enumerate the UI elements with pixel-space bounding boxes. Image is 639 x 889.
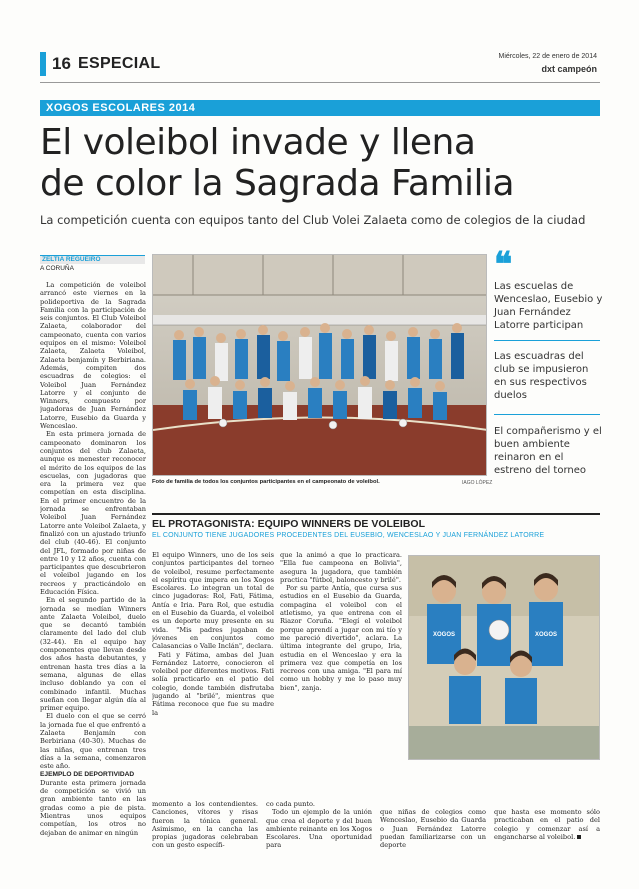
- subheadline: La competición cuenta con equipos tanto del Club Volei Zalaeta como de colegios de la ciudad: [40, 213, 586, 227]
- paragraph: Por su parte Antía, que cursa sus estudios en el Eusebio da Guarda, compagina el voleibol con el atletismo, ya que entrena con el Riazor Coruña. "Elegí el voleibol porque aprendí a jugar con mi tío y me pareció divertido", aclara. La última integrante del grupo, Iria, estudia en el Wenceslao y era la primera vez que competía en los recreos con una amiga. "El para mí como un hobby y me lo paso muy bien", zanja.: [280, 584, 402, 692]
- article-column-1: [40, 281, 146, 837]
- paragraph: [494, 808, 600, 841]
- paragraph: Durante esta primera jornada de competición se vivió un gran ambiente tanto en las gradas como a pie de pista. Mientras unos equipos competían, los otros no dejaban de animar en ningún: [40, 778, 146, 837]
- box-subtitle: EL CONJUNTO TIENE JUGADORES PROCEDENTES DEL EUSEBIO, WENCESLAO Y JUAN FERNÁNDEZ LATORRE: [152, 532, 545, 539]
- end-square-icon: [577, 835, 581, 839]
- page-number: 16: [52, 54, 71, 73]
- svg-text:XOGOS: XOGOS: [535, 632, 558, 638]
- section-subtitle: EJEMPLO DE DEPORTIVIDAD: [40, 770, 135, 778]
- quote-mark-icon: ❝: [494, 245, 513, 285]
- article-column-2-tail: [152, 800, 258, 850]
- headline: [40, 122, 600, 204]
- paragraph: El duelo con el que se cerró la jornada fue el que enfrentó a Zalaeta Benjamín con Berbiriana (40-30). Muchas de las niñas, que entrenan tres días a la semana, comenzaron este año.: [40, 712, 146, 771]
- box-column-1: [152, 551, 274, 765]
- paragraph: que niñas de colegios como Wenceslao, Eusebio da Guarda o Juan Fernández Latorre puedan familiarizarse con un deporte: [380, 808, 486, 850]
- kicker-banner: XOGOS ESCOLARES 2014: [40, 100, 600, 116]
- gym-photo-illustration: [153, 255, 487, 476]
- svg-text:XOGOS: XOGOS: [433, 632, 456, 638]
- paragraph: Todo un ejemplo de la unión que crea el deporte y del buen ambiente reinante en los Xogos Escolares. Una oportunidad para: [266, 808, 372, 850]
- paragraph: que la animó a que lo practicara. "Ella fue campeona en Bolivia", asegura la jugadora, que también practica "fútbol, baloncesto y brilé".: [280, 551, 402, 584]
- paragraph: En el segundo partido de la jornada se medían Winners ante Zalaeta Voleibol, duelo que se decantó también claramente del lado del club (32-44). En el equipo hay componentes que llevan desde dos años hasta debutantes, y entrenan hasta tres días a la semana, algunas de ellas incluso doblando ya con el combinado infantil. Muchas sueñan con llegar algún día al primer equipo.: [40, 596, 146, 713]
- highlight-1: Las escuelas de Wenceslao, Eusebio y Juan Fernández Latorre participan: [494, 281, 603, 331]
- highlight-3: El compañerismo y el buen ambiente reinaron en el estreno del torneo: [494, 426, 602, 476]
- team-group-photo: [152, 254, 487, 476]
- photo-credit: IAGO LÓPEZ: [462, 480, 493, 486]
- winners-team-photo: [408, 555, 600, 760]
- paragraph: El equipo Winners, uno de los seis conjuntos participantes del torneo de voleibol, resume perfectamente el espíritu que impera en los Xogos Escolares. Lo integran un total de cinco jugadoras: Rol, Fati, Fátima, Antía e Iria. Para Rol, que estudia en el Eusebio da Guarda, el voleibol es un deporte muy presente en su vida. "Mis padres jugaban de jóvenes en conjuntos como Calasancias o Valle Inclán", declara.: [152, 551, 274, 651]
- highlight-2: Las escuadras del club se impusieron en sus respectivos duelos: [494, 351, 589, 401]
- section-color-bar: [40, 52, 46, 76]
- paragraph: co cada punto.: [266, 800, 315, 808]
- paragraph: Fati y Fátima, ambas del Juan Fernández Latorre, conocieron el voleibol por diferentes motivos. Fati solía practicarlo en el patio del colegio, donde también disfrutaba jugando al "brilé", mientras que Fátima reconoce que fue su madre la: [152, 650, 274, 717]
- article-column-3-tail: [266, 800, 372, 850]
- article-column-5-tail: [494, 808, 600, 841]
- section-name: ESPECIAL: [78, 55, 161, 72]
- header-rule: [40, 82, 600, 83]
- publication-name: dxt campeón: [541, 64, 597, 74]
- paragraph-text: que hasta ese momento sólo practicaban en el patio del colegio y comenzar así a engancharse al voleibol.: [494, 808, 600, 841]
- byline-author: ZELTIA REGUEIRO: [40, 255, 145, 264]
- headline-line-2: de color la Sagrada Familia: [40, 163, 515, 204]
- paragraph: En esta primera jornada de campeonato dominaron los conjuntos del club Zalaeta, aunque es menester reconocer el mérito de los equipos de las escuelas, con jugadoras que era la primera vez que competían en esta disciplina. En el primer encuentro de la jornada se enfrentaban Voleibol Juan Fernández Latorre ante Voleibol Zalaeta, y finalizó con un ajustado triunfo del club (40-46). El conjunto del JFL, formado por niñas de entre 10 y 12 años, cuenta con participantes que descubrieron el voleibol jugando en los recreos y practicándolo en Educación Física.: [40, 430, 146, 596]
- article-column-4-tail: [380, 808, 486, 849]
- photo-caption: Foto de familia de todos los conjuntos participantes en el campeonato de voleibol.: [152, 479, 380, 485]
- team-photo-illustration: [409, 556, 600, 760]
- byline-place: A CORUÑA: [40, 265, 74, 272]
- box-title: EL PROTAGONISTA: EQUIPO WINNERS DE VOLEIBOL: [152, 518, 426, 530]
- highlight-divider: [494, 340, 600, 341]
- box-top-rule: [152, 513, 600, 515]
- highlight-divider: [494, 414, 600, 415]
- headline-line-1: El voleibol invade y llena: [40, 122, 476, 163]
- paragraph: La competición de voleibol arrancó este viernes en la polideportiva de la Sagrada Familia con la participación de seis conjuntos. El Club Voleibol Zalaeta, colaborador del campeonato, cuenta con varios equipos en el mismo: Voleibol Zalaeta, Zalaeta Voleibol, Zalaeta benjamín y Berbiriana. Además, compiten dos escuadras de colegios: el Voleibol Juan Fernández Latorre y el conjunto de Winners, compuesto por jugadoras de Juan Fernández Latorre, Eusebio da Guarda y Wenceslao.: [40, 281, 146, 431]
- box-column-2: [280, 551, 402, 765]
- issue-date: Miércoles, 22 de enero de 2014: [498, 53, 597, 60]
- paragraph: momento a los contendientes. Canciones, vítores y risas fueron la tónica general. Asimismo, en la cancha las propias jugadoras celebraban con un gesto específi-: [152, 800, 258, 850]
